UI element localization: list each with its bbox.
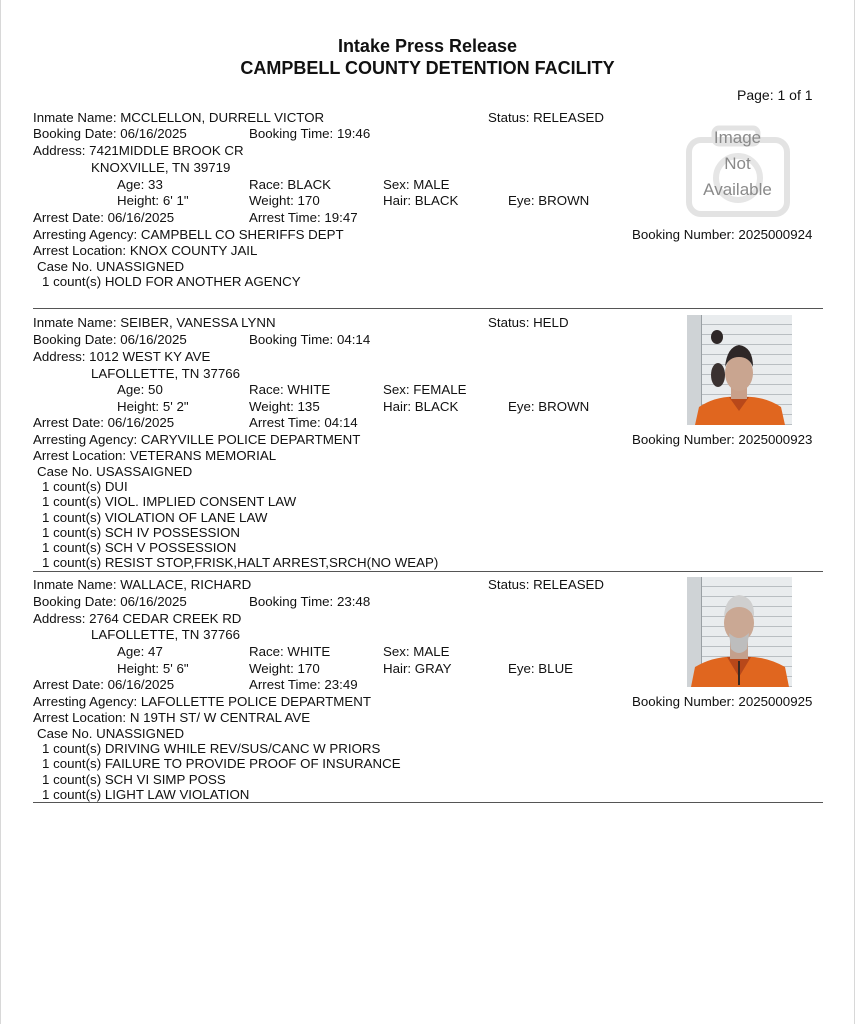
record-divider: [33, 571, 823, 572]
placeholder-word-1: Image: [713, 128, 762, 147]
charge-line: 1 count(s) SCH V POSSESSION: [42, 540, 237, 555]
race: Race: WHITE: [249, 382, 331, 397]
charge-line: 1 count(s) VIOLATION OF LANE LAW: [42, 510, 268, 525]
age: Age: 33: [117, 177, 163, 192]
eye: Eye: BROWN: [508, 193, 590, 208]
charge-line: 1 count(s) RESIST STOP,FRISK,HALT ARREST,SRCH(NO WEAP): [42, 555, 439, 570]
mugshot-photo: [687, 577, 792, 687]
address-line-2: LAFOLLETTE, TN 37766: [91, 627, 241, 642]
weight: Weight: 170: [249, 661, 320, 676]
height: Height: 5' 2": [117, 399, 189, 414]
arrest-date: Arrest Date: 06/16/2025: [33, 677, 175, 692]
address-line-2: LAFOLLETTE, TN 37766: [91, 366, 241, 381]
record-divider: [33, 308, 823, 309]
inmate-name: Inmate Name: WALLACE, RICHARD: [33, 577, 252, 592]
race: Race: WHITE: [249, 644, 331, 659]
inmate-name: Inmate Name: SEIBER, VANESSA LYNN: [33, 315, 276, 330]
placeholder-word-3: Available: [703, 180, 772, 199]
eye: Eye: BROWN: [508, 399, 590, 414]
hair: Hair: BLACK: [383, 193, 459, 208]
height: Height: 5' 6": [117, 661, 189, 676]
booking-number: Booking Number: 2025000925: [632, 694, 813, 709]
address-line-1: Address: 7421MIDDLE BROOK CR: [33, 143, 244, 158]
arrest-location: Arrest Location: KNOX COUNTY JAIL: [33, 243, 258, 258]
placeholder-word-2: Not: [724, 154, 751, 173]
mugshot-photo: [687, 315, 792, 425]
case-number: Case No. UNASSIGNED: [37, 726, 185, 741]
charge-line: 1 count(s) SCH VI SIMP POSS: [42, 772, 226, 787]
charge-line: 1 count(s) HOLD FOR ANOTHER AGENCY: [42, 274, 301, 289]
case-number: Case No. UNASSIGNED: [37, 259, 185, 274]
arrest-date: Arrest Date: 06/16/2025: [33, 210, 175, 225]
charge-line: 1 count(s) FAILURE TO PROVIDE PROOF OF INSURANCE: [42, 756, 401, 771]
address-line-2: KNOXVILLE, TN 39719: [91, 160, 231, 175]
status: Status: RELEASED: [488, 577, 605, 592]
weight: Weight: 135: [249, 399, 320, 414]
arresting-agency: Arresting Agency: LAFOLLETTE POLICE DEPARTMENT: [33, 694, 371, 709]
sex: Sex: MALE: [383, 177, 450, 192]
booking-date: Booking Date: 06/16/2025: [33, 332, 187, 347]
arrest-date: Arrest Date: 06/16/2025: [33, 415, 175, 430]
charge-line: 1 count(s) SCH IV POSSESSION: [42, 525, 241, 540]
booking-number: Booking Number: 2025000924: [632, 227, 813, 242]
record-divider: [33, 802, 823, 803]
arresting-agency: Arresting Agency: CARYVILLE POLICE DEPARTMENT: [33, 432, 361, 447]
height: Height: 6' 1": [117, 193, 189, 208]
arrest-time: Arrest Time: 04:14: [249, 415, 358, 430]
arrest-time: Arrest Time: 19:47: [249, 210, 358, 225]
booking-time: Booking Time: 23:48: [249, 594, 371, 609]
booking-date: Booking Date: 06/16/2025: [33, 594, 187, 609]
address-line-1: Address: 1012 WEST KY AVE: [33, 349, 211, 364]
booking-time: Booking Time: 04:14: [249, 332, 371, 347]
facility-name: CAMPBELL COUNTY DETENTION FACILITY: [240, 58, 615, 78]
charge-line: 1 count(s) LIGHT LAW VIOLATION: [42, 787, 250, 802]
inmate-name: Inmate Name: MCCLELLON, DURRELL VICTOR: [33, 110, 325, 125]
eye: Eye: BLUE: [508, 661, 574, 676]
charge-line: 1 count(s) DUI: [42, 479, 128, 494]
address-line-1: Address: 2764 CEDAR CREEK RD: [33, 611, 242, 626]
age: Age: 47: [117, 644, 163, 659]
arrest-time: Arrest Time: 23:49: [249, 677, 358, 692]
arresting-agency: Arresting Agency: CAMPBELL CO SHERIFFS DEPT: [33, 227, 344, 242]
charge-line: 1 count(s) VIOL. IMPLIED CONSENT LAW: [42, 494, 297, 509]
case-number: Case No. USASSAIGNED: [37, 464, 193, 479]
page-number: Page: 1 of 1: [737, 87, 813, 103]
sex: Sex: FEMALE: [383, 382, 467, 397]
hair: Hair: BLACK: [383, 399, 459, 414]
age: Age: 50: [117, 382, 163, 397]
arrest-location: Arrest Location: VETERANS MEMORIAL: [33, 448, 277, 463]
sex: Sex: MALE: [383, 644, 450, 659]
charge-line: 1 count(s) DRIVING WHILE REV/SUS/CANC W PRIORS: [42, 741, 381, 756]
arrest-location: Arrest Location: N 19TH ST/ W CENTRAL AVE: [33, 710, 311, 725]
booking-number: Booking Number: 2025000923: [632, 432, 813, 447]
race: Race: BLACK: [249, 177, 332, 192]
status: Status: HELD: [488, 315, 569, 330]
weight: Weight: 170: [249, 193, 320, 208]
document-title: Intake Press Release: [337, 36, 518, 56]
booking-time: Booking Time: 19:46: [249, 126, 371, 141]
hair: Hair: GRAY: [383, 661, 452, 676]
image-not-available-placeholder: [680, 120, 795, 218]
booking-date: Booking Date: 06/16/2025: [33, 126, 187, 141]
status: Status: RELEASED: [488, 110, 605, 125]
